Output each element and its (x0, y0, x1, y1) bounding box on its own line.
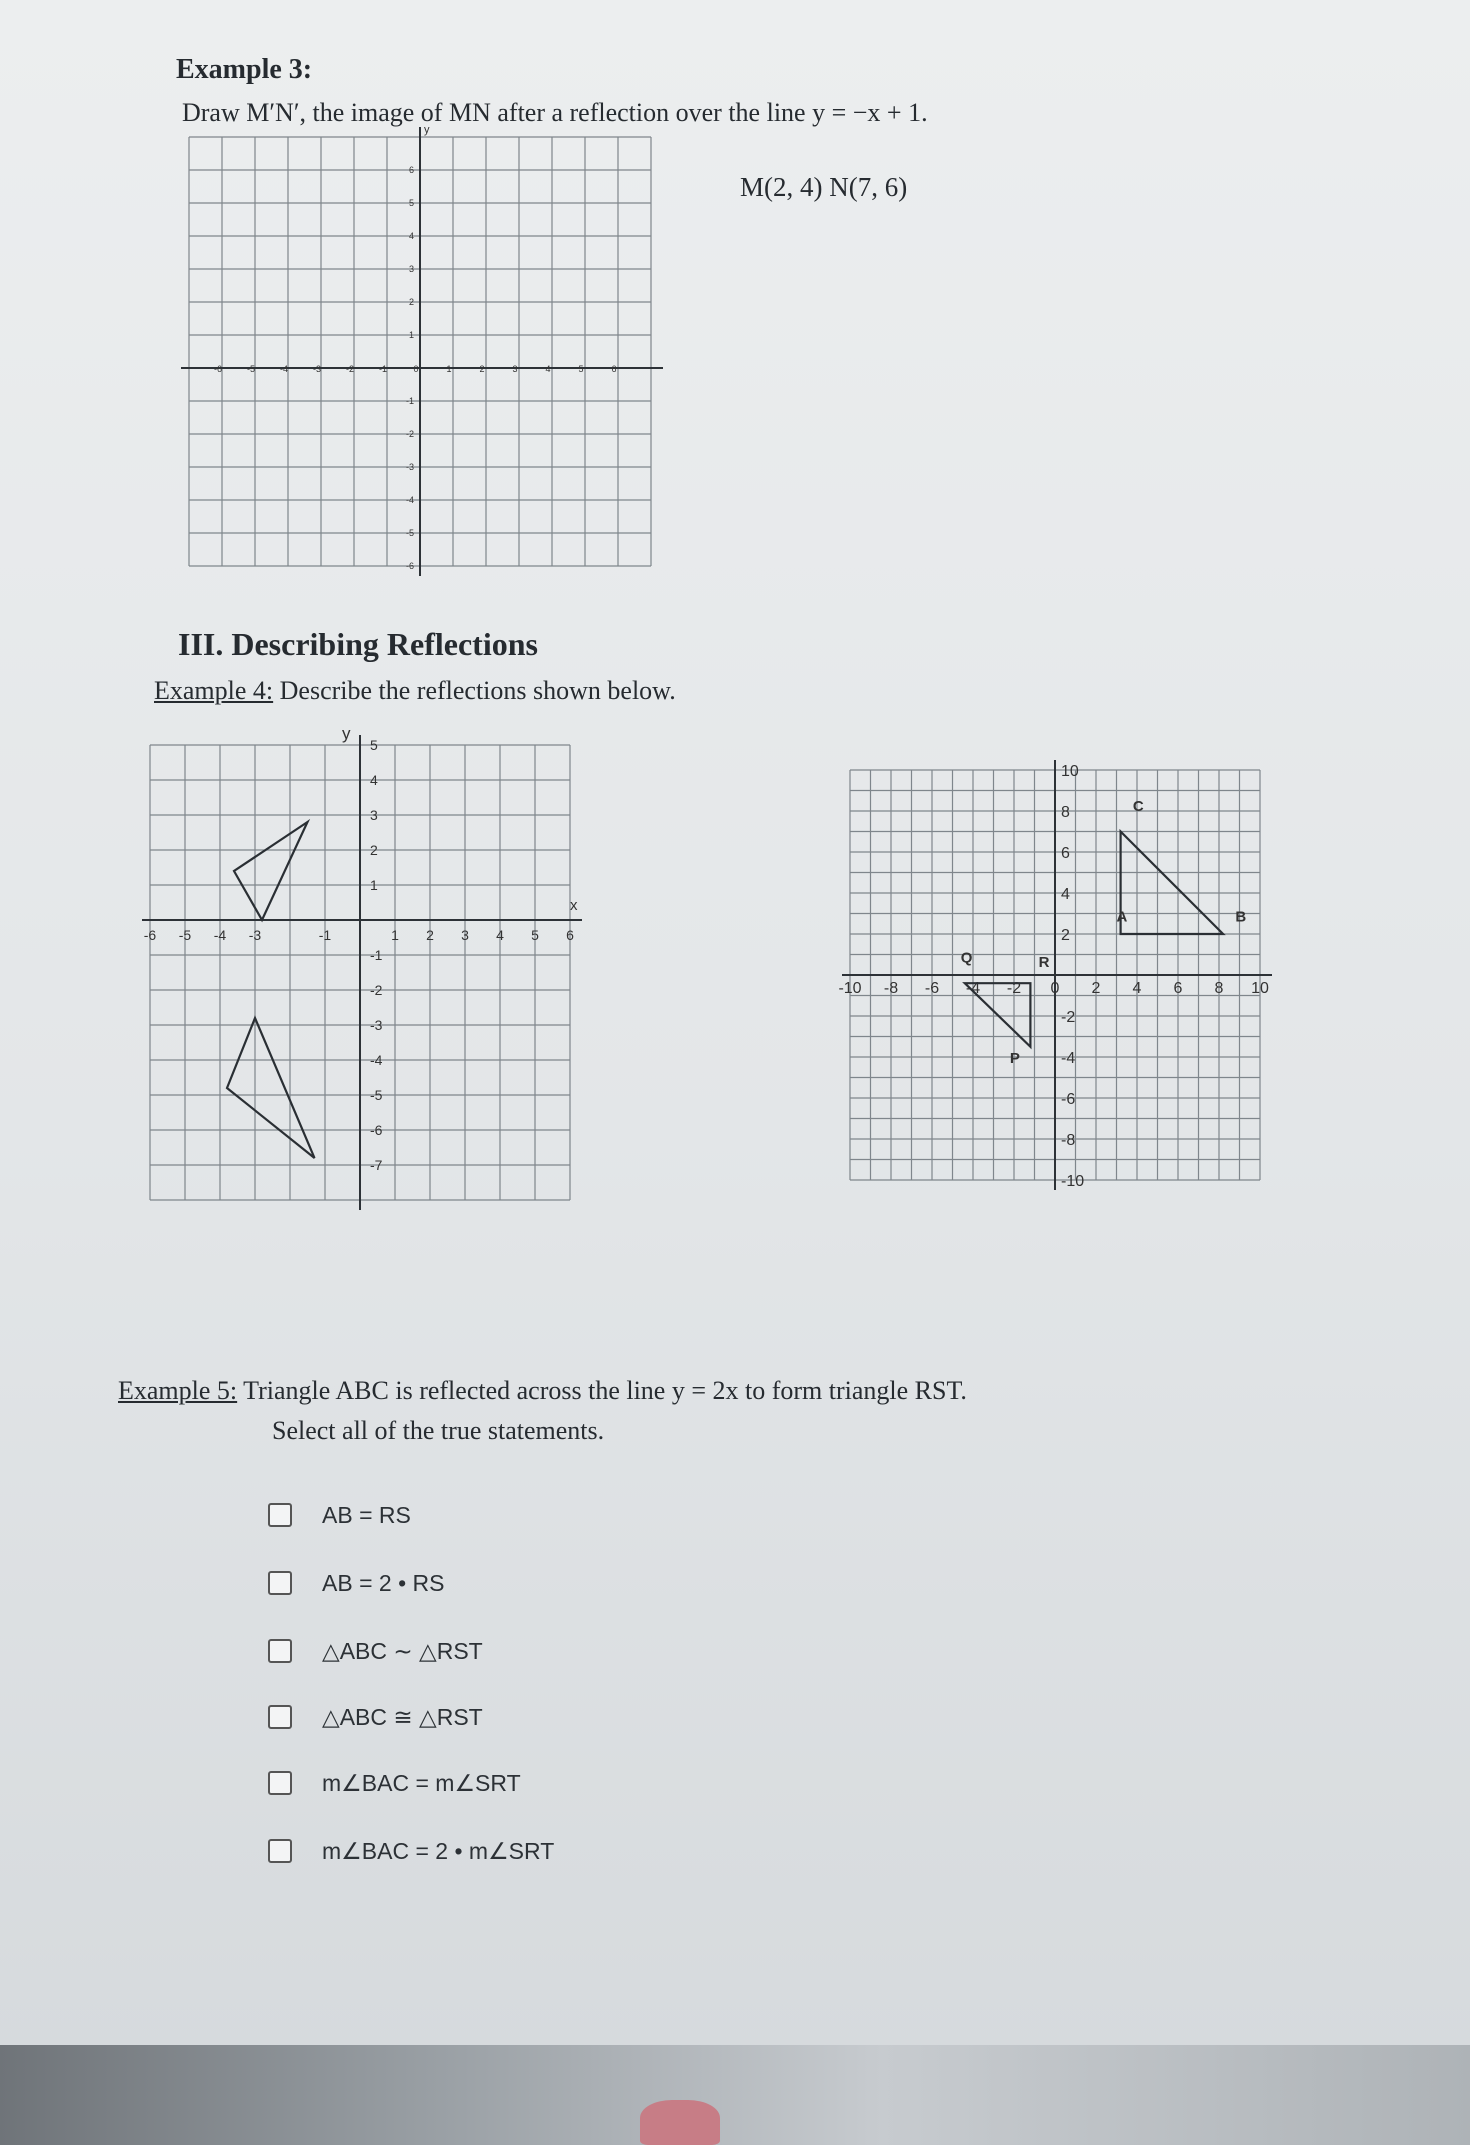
point-label: B (1235, 908, 1247, 926)
y-tick-label: 4 (370, 772, 378, 788)
x-tick-label: -2 (1006, 980, 1022, 997)
option-text: AB = RS (322, 1501, 411, 1528)
table-object (640, 2100, 720, 2145)
y-axis-label: y (424, 124, 430, 136)
y-tick-label: 4 (1061, 886, 1070, 903)
option-text: m∠BAC = 2 • m∠SRT (322, 1837, 555, 1864)
point-label: R (1038, 953, 1050, 971)
y-tick-label: 5 (370, 737, 378, 753)
x-tick-label: 1 (446, 364, 452, 374)
y-tick-label: -5 (370, 1087, 383, 1103)
x-tick-label: 4 (545, 364, 551, 374)
point-label: A (1116, 908, 1128, 926)
x-tick-label: -5 (246, 364, 256, 374)
y-tick-label: 1 (408, 330, 414, 340)
option-checkbox[interactable] (268, 1771, 292, 1795)
x-tick-label: -1 (378, 364, 388, 374)
x-tick-label: 0 (413, 364, 419, 374)
y-tick-label: -6 (405, 561, 414, 571)
table-surface (0, 2045, 1470, 2145)
triangle-abc (1121, 832, 1224, 935)
y-tick-label: -2 (405, 429, 414, 439)
x-tick-label: 8 (1214, 980, 1224, 997)
option-text: △ABC ∼ △RST (322, 1637, 483, 1664)
option-row[interactable] (268, 1766, 521, 1800)
option-checkbox[interactable] (268, 1571, 292, 1595)
y-tick-label: -2 (1061, 1009, 1076, 1026)
option-text: AB = 2 • RS (322, 1569, 445, 1596)
option-text: m∠BAC = m∠SRT (322, 1769, 521, 1796)
y-tick-label: 2 (408, 297, 414, 307)
option-row[interactable] (268, 1498, 411, 1532)
y-tick-label: 6 (408, 165, 414, 175)
x-tick-label: 4 (1132, 980, 1142, 997)
example3-label: Example 3: (176, 54, 313, 85)
y-tick-label: -7 (370, 1157, 383, 1173)
x-tick-label: -6 (924, 980, 940, 997)
y-tick-label: -10 (1061, 1173, 1085, 1190)
example4-label: Example 4: (154, 676, 274, 705)
y-tick-label: 1 (370, 877, 378, 893)
example3-coordinate-grid[interactable] (170, 124, 670, 588)
example4-prompt-line (154, 676, 676, 706)
y-tick-label: -3 (370, 1017, 383, 1033)
option-checkbox[interactable] (268, 1639, 292, 1663)
point-label: Q (960, 949, 973, 967)
y-tick-label: -5 (405, 528, 414, 538)
y-tick-label: -6 (370, 1122, 383, 1138)
x-tick-label: -10 (838, 980, 862, 997)
x-tick-label: 2 (479, 364, 485, 374)
triangle-preimage (234, 822, 308, 920)
y-tick-label: 3 (370, 807, 378, 823)
option-checkbox[interactable] (268, 1503, 292, 1527)
y-tick-label: -1 (370, 947, 383, 963)
x-tick-label: -6 (143, 927, 157, 943)
option-row[interactable] (268, 1566, 444, 1600)
example3-prompt: Draw M′N′, the image of MN after a reflection over the line y = −x + 1. (182, 98, 928, 127)
example4-right-graph (840, 720, 1290, 1210)
y-tick-label: 6 (1061, 845, 1070, 862)
x-tick-label: 2 (1091, 980, 1101, 997)
example5-prompt-line (118, 1376, 967, 1406)
y-tick-label: -4 (405, 495, 414, 505)
x-tick-label: -1 (318, 927, 332, 943)
x-tick-label: -4 (279, 364, 289, 374)
x-tick-label: -2 (345, 364, 355, 374)
x-tick-label: -6 (213, 364, 223, 374)
x-tick-label: 1 (391, 927, 399, 943)
example5-prompt: Triangle ABC is reflected across the line y = 2x to form triangle RST. (243, 1376, 967, 1405)
point-label: C (1132, 798, 1144, 815)
x-tick-label: -3 (248, 927, 262, 943)
example5-label: Example 5: (118, 1376, 238, 1405)
y-tick-label: 10 (1061, 763, 1079, 780)
example3-points: M(2, 4) N(7, 6) (740, 172, 908, 202)
y-tick-label: -8 (1061, 1132, 1076, 1149)
y-axis-label: y (342, 724, 351, 743)
y-tick-label: 3 (408, 264, 414, 274)
option-checkbox[interactable] (268, 1705, 292, 1729)
triangle-image (227, 1018, 315, 1158)
x-tick-label: -4 (213, 927, 227, 943)
example4-prompt: Describe the reflections shown below. (279, 676, 676, 705)
x-tick-label: 4 (496, 927, 504, 943)
y-tick-label: 2 (1061, 927, 1070, 944)
x-axis-label: x (570, 897, 578, 914)
x-tick-label: 6 (1173, 980, 1183, 997)
x-tick-label: 2 (426, 927, 434, 943)
option-row[interactable] (268, 1700, 483, 1734)
x-tick-label: -4 (965, 980, 981, 997)
example5-instructions: Select all of the true statements. (272, 1416, 605, 1445)
y-tick-label: -4 (370, 1052, 383, 1068)
y-tick-label: 2 (370, 842, 378, 858)
option-text: △ABC ≅ △RST (322, 1703, 483, 1730)
y-tick-label: -2 (370, 982, 383, 998)
x-tick-label: -5 (178, 927, 192, 943)
y-tick-label: 5 (408, 198, 414, 208)
x-tick-label: 6 (566, 927, 574, 943)
x-tick-label: 10 (1251, 980, 1269, 997)
x-tick-label: -3 (312, 364, 322, 374)
y-tick-label: -4 (1061, 1050, 1076, 1067)
y-tick-label: 8 (1061, 804, 1070, 821)
x-tick-label: 6 (611, 364, 617, 374)
x-tick-label: 5 (578, 364, 584, 374)
y-tick-label: -1 (405, 396, 414, 406)
option-row[interactable] (268, 1634, 483, 1668)
section-title: III. Describing Reflections (178, 626, 538, 662)
x-tick-label: 0 (1050, 980, 1060, 997)
y-tick-label: -6 (1061, 1091, 1076, 1108)
x-tick-label: 3 (461, 927, 469, 943)
y-tick-label: -3 (405, 462, 414, 472)
option-checkbox[interactable] (268, 1839, 292, 1863)
x-tick-label: 3 (512, 364, 518, 374)
x-tick-label: -8 (883, 980, 899, 997)
example4-left-graph (130, 724, 590, 1180)
y-tick-label: 4 (408, 231, 414, 241)
option-row[interactable] (268, 1834, 554, 1868)
x-tick-label: 5 (531, 927, 539, 943)
point-label: P (1009, 1050, 1020, 1068)
